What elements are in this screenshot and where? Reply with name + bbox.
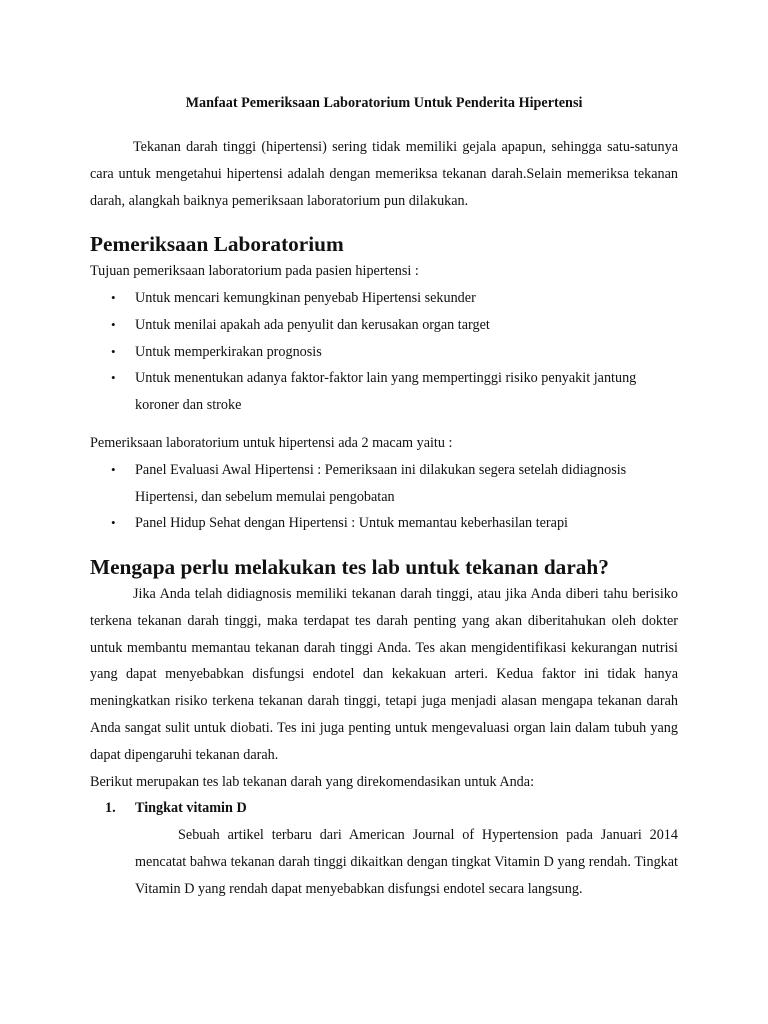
section-heading-laboratorium: Pemeriksaan Laboratorium <box>90 232 344 257</box>
bullet-icon: • <box>111 370 116 386</box>
numbered-item-body: Sebuah artikel terbaru dari American Journal of Hypertension pada Januari 2014 mencatat bahwa tekanan darah tinggi dikaitkan dengan tingkat Vitamin D yang rendah. Tingkat Vitamin D yang rendah dapat menyebabkan disfungsi endotel secara langsung. <box>135 827 678 897</box>
list-item <box>90 285 678 312</box>
document-page <box>90 90 678 903</box>
spacer <box>90 214 678 231</box>
list-item-text: Panel Evaluasi Awal Hipertensi : Pemeriksaan ini dilakukan segera setelah didiagnosis Hipertensi, dan sebelum memulai pengobatan <box>135 461 627 505</box>
list-item <box>90 510 678 537</box>
list-item <box>90 457 678 511</box>
why-paragraph: Jika Anda telah didiagnosis memiliki tekanan darah tinggi, atau jika Anda diberi tahu berisiko terkena tekanan darah tinggi, maka terdapat tes darah penting yang akan diberitahukan oleh dokter untuk membantu memantau tekanan darah tinggi Anda. Tes akan mengidentifikasi kekurangan nutrisi yang dapat menyebabkan disfungsi endotel dan kekakuan arteri. Kedua faktor ini tidak hanya meningkatkan risiko terkena tekanan darah tinggi, tetapi juga menjadi alasan mengapa tekanan darah Anda sangat sulit untuk diobati. Tes ini juga penting untuk mengevaluasi organ lain dalam tubuh yang dapat dipengaruhi tekanan darah. <box>90 585 678 763</box>
bullet-icon: • <box>111 461 116 477</box>
list-item-text: Untuk menentukan adanya faktor-faktor lain yang mempertinggi risiko penyakit jantung koroner dan stroke <box>135 370 637 414</box>
item-heading-text: Tingkat vitamin D <box>135 800 247 817</box>
list-item-text: Untuk menilai apakah ada penyulit dan kerusakan organ target <box>135 316 490 333</box>
list-item <box>90 339 678 366</box>
bullet-icon: • <box>111 515 116 531</box>
list-item <box>90 365 678 419</box>
list-item-text: Panel Hidup Sehat dengan Hipertensi : Untuk memantau keberhasilan terapi <box>135 515 568 532</box>
bullet-icon: • <box>111 343 116 359</box>
spacer <box>90 116 678 134</box>
intro-paragraph: Tekanan darah tinggi (hipertensi) sering tidak memiliki gejala apapun, sehingga satu-satunya cara untuk mengetahui hipertensi adalah dengan memeriksa tekanan darah.Selain memeriksa tekanan darah, alangkah baiknya pemeriksaan laboratorium pun dilakukan. <box>90 139 678 209</box>
list-item-text: Untuk memperkirakan prognosis <box>135 343 322 360</box>
spacer <box>90 537 678 554</box>
recommended-tests-list <box>90 795 678 902</box>
section-lead: Tujuan pemeriksaan laboratorium pada pasien hipertensi : <box>90 263 419 280</box>
section-lead-types: Pemeriksaan laboratorium untuk hipertensi ada 2 macam yaitu : <box>90 434 453 451</box>
item-number: 1. <box>105 800 116 817</box>
list-item <box>90 312 678 339</box>
section-heading-why: Mengapa perlu melakukan tes lab untuk tekanan darah? <box>90 555 609 580</box>
purpose-list <box>90 285 678 419</box>
list-item-text: Untuk mencari kemungkinan penyebab Hipertensi sekunder <box>135 289 476 306</box>
spacer <box>90 419 678 430</box>
bullet-icon: • <box>111 289 116 305</box>
panel-list <box>90 457 678 537</box>
recommended-lead: Berikut merupakan tes lab tekanan darah yang direkomendasikan untuk Anda: <box>90 773 535 790</box>
document-title: Manfaat Pemeriksaan Laboratorium Untuk Penderita Hipertensi <box>185 95 583 111</box>
numbered-item-heading <box>90 795 678 822</box>
bullet-icon: • <box>111 316 116 332</box>
